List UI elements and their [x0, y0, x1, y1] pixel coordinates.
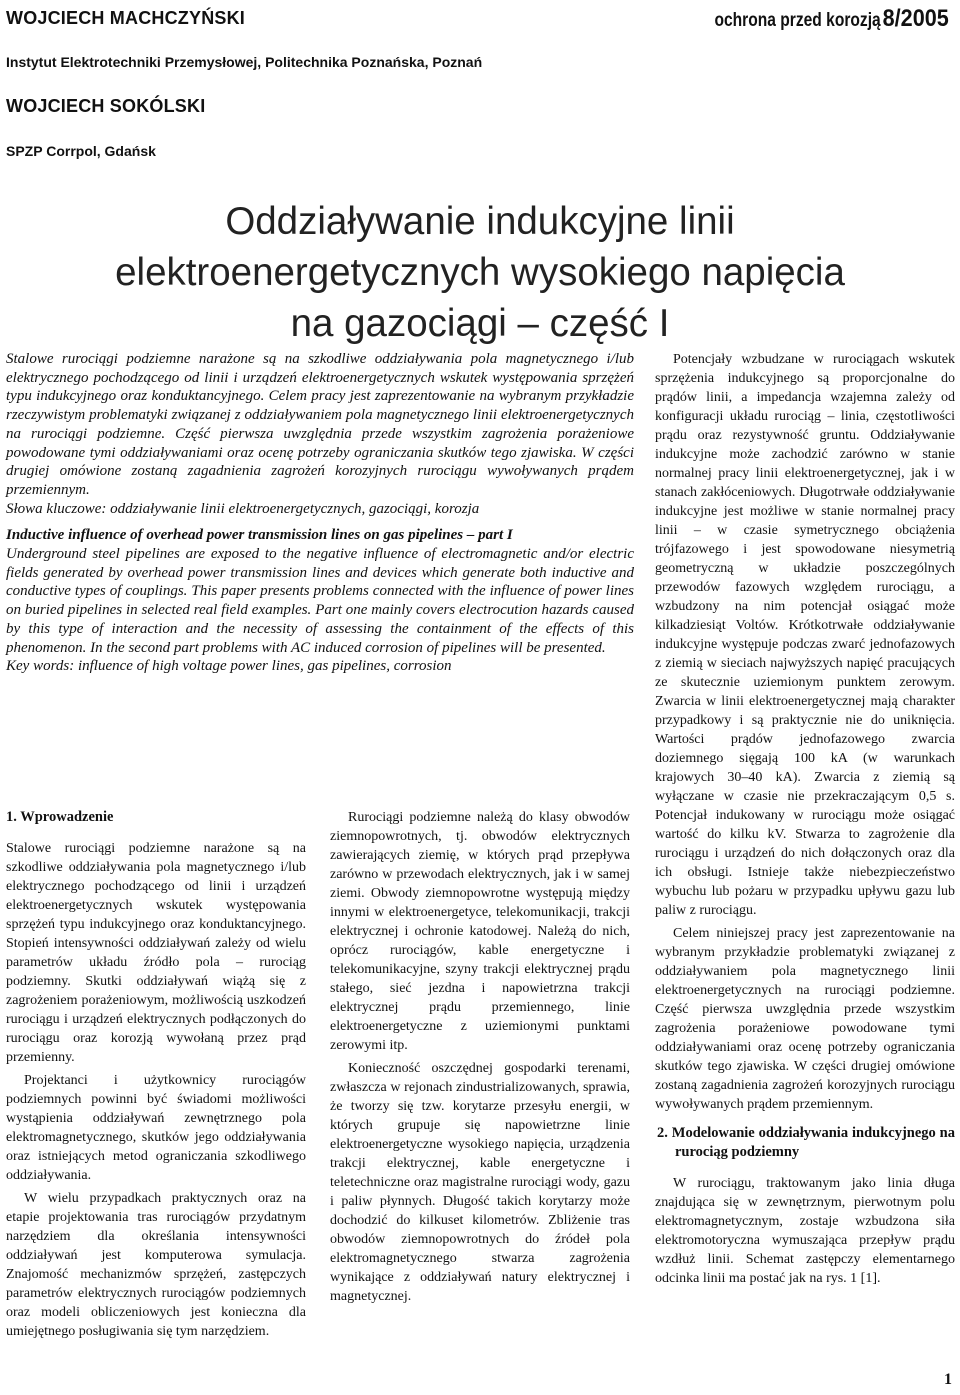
- keywords-pl: Słowa kluczowe: oddziaływanie linii elektroenergetycznych, gazociągi, korozja: [6, 500, 480, 517]
- page-number: 1: [944, 1371, 952, 1388]
- title-line-2: elektroenergetycznych wysokiego napięcia: [115, 251, 845, 294]
- title-line-3: na gazociągi – część I: [290, 302, 670, 345]
- section-2-heading: 2. Modelowanie oddziaływania indukcyjnego na rurociąg podziemny: [657, 1125, 955, 1160]
- column-2: [330, 808, 630, 1306]
- journal-name: ochrona przed korozją: [714, 10, 881, 31]
- col3-paragraph-1: Potencjały wzbudzane w rurociągach wskutek sprzężenia indukcyjnego są proporcjonalne do prądów linii, a impedancja wzajemna zależy od konfiguracji układu rurociąg – linia, częstotliwości prądu oraz rezystywność gruntu. Oddziaływanie indukcyjne może zachodzić zarówno w stanie normalnej pracy linii elektroenergetycznej, jak i w stanach zakłóceniowych. Długotrwałe oddziaływanie indukcyjne jest możliwe w stanie normalnej pracy linii – w czasie symetrycznego obciążenia trójfazowego i jest spowodowane niesymetrią geometryczną w układzie poszczególnych przewodów fazowych względem rurociągu, a wzbudzony na nim potencjał osiągać może kilkadziesiąt Voltów. Krótkotrwałe oddziaływanie indukcyjne występuje podczas zwarć jednofazowych z ziemią w sieciach najwyższych napięć pracujących ze skutecznie uziemionym punktem zerowym. Zwarcia w linii elektroenergetycznej mają charakter przypadkowy i są praktycznie nie do uniknięcia. Wartości prądów jednofazowego zwarcia doziemnego sięgają 100 kA (w warunkach krajowych 30–40 kA). Zwarcia z ziemią są wyłączane w czasie nie przekraczającym 0,5 s. Potencjał indukowany w rurociągu może osiągać wartość do kilku kV. Stwarza to zagrożenie dla rurociągu i urządzeń do nich dołączonych oraz dla ich obsługi. Istnieje także niebezpieczeństwo wybuchu lub pożaru w przypadku upływu gazu lub paliw z rurociągu.: [655, 352, 955, 918]
- affiliation-1: Instytut Elektrotechniki Przemysłowej, Politechnika Poznańska, Poznań: [6, 54, 483, 70]
- article-title: [40, 196, 920, 349]
- section-1-heading: 1. Wprowadzenie: [6, 809, 114, 825]
- title-line-1: Oddziaływanie indukcyjne linii: [225, 200, 735, 243]
- col3-paragraph-2: Celem niniejszej pracy jest zaprezentowanie na wybranym przykładzie problematyki związanej z oddziaływaniem pola magnetycznego linii elektroenergetycznych na rurociągi podziemne. Część pierwsza uwzględnia przede wszystkim zagrożenia porażeniowe powodowane tymi oddziaływaniami oraz ocenę potrzeby ograniczania skutków tego zjawiska. W części drugiej omówione zostaną zagadnienia zagrożeń korozyjnych rurociągu wywoływanych prądem przemiennym.: [655, 926, 955, 1112]
- keywords-en: Key words: influence of high voltage power lines, gas pipelines, corrosion: [6, 658, 452, 675]
- col1-paragraph-3: W wielu przypadkach praktycznych oraz na etapie projektowania tras rurociągów przydatnym narzędziem dla określania intensywności oddziaływań jest komputerowa symulacja. Znajomość mechanizmów sprzężeń, zastępczych parametrów elektrycznych rurociągów podziemnych oraz modeli obliczeniowych jest konieczna dla umiejętnego posługiwania się tym narzędziem.: [6, 1191, 306, 1339]
- col1-paragraph-1: Stalowe rurociągi podziemne narażone są na szkodliwe oddziaływania pola magnetycznego i/lub elektrycznego pochodzącego od linii i urządzeń elektroenergetycznych wskutek występowania sprzężeń typu indukcyjnego oraz konduktancyjnego. Stopień intensywności oddziaływań zależy od wielu parametrów układu źródło pola – rurociąg podziemny. Skutki oddziaływań wiążą się z zagrożeniem porażeniowym, możliwością uszkodzeń rurociągu i urządzeń elektrycznych podłączonych do rurociągu oraz korozją wywołaną przez prąd przemienny.: [6, 841, 306, 1065]
- col3-paragraph-3: W rurociągu, traktowanym jako linia długa znajdująca się w zewnętrznym, pierwotnym polu elektromagnetycznym, zostaje wzbudzona siła elektromotoryczna wymuszająca przepływ prądu wzdłuż linii. Schemat zastępczy elementarnego odcinka linii ma postać jak na rys. 1 [1].: [655, 1176, 955, 1286]
- author-2: WOJCIECH SOKÓLSKI: [6, 96, 206, 116]
- abstract-en: Underground steel pipelines are exposed to the negative influence of electromagnetic and/or electric fields generated by overhead power transmission lines and devices which generate both inductive and conductive types of couplings. This paper presents problems connected with the influence of power lines on buried pipelines in selected real field examples. Part one mainly covers electrocution hazards caused by this type of interaction and the necessity of assessing the containment of the effects of this phenomenon. In the second part problems with AC induced corrosion of pipelines will be presented.: [6, 546, 634, 656]
- author-1: WOJCIECH MACHCZYŃSKI: [6, 8, 246, 28]
- column-1: [6, 808, 306, 1341]
- journal-header: [678, 5, 952, 33]
- col2-paragraph-1: Rurociągi podziemne należą do klasy obwodów ziemnopowrotnych, tj. obwodów elektrycznych zawierających ziemię, w których prąd przepływa zarówno w przewodach elektrycznych, jak i w samej ziemi. Obwody ziemnopowrotne występują między innymi w elektroenergetyce, telekomunikacji, trakcji elektrycznej i ochronie katodowej. Należą do nich, oprócz rurociągów, kable energetyczne i telekomunikacyjne, szyny trakcji elektrycznej prądu stałego, sieć jezdna i napowietrzna trakcji elektrycznej prądu przemiennego, linie elektroenergetyczne z uziemionymi punktami zerowymi itp.: [330, 810, 630, 1053]
- journal-issue: 8/2005: [882, 5, 949, 32]
- affiliation-2: SPZP Corrpol, Gdańsk: [6, 143, 156, 159]
- column-3: [655, 350, 955, 1288]
- abstract-en-title: Inductive influence of overhead power transmission lines on gas pipelines – part I: [6, 527, 513, 544]
- col2-paragraph-2: Konieczność oszczędnej gospodarki terenami, zwłaszcza w rejonach zindustrializowanych, sprawia, że tworzy się tzw. korytarze przesyłu energii, w których grupuje się napowietrzne linie elektroenergetyczne wysokiego napięcia, urządzenia trakcji elektrycznej, kable energetyczne i teletechniczne oraz magistralne rurociągi wody, gazu i paliw płynnych. Długość takich korytarzy może dochodzić do kilkuset kilometrów. Zbliżenie tras obwodów ziemnopowrotnych do źródeł pola elektromagnetycznego stwarza zagrożenia wynikające z oddziaływań natury elektrycznej i magnetycznej.: [330, 1061, 630, 1304]
- abstract-block: [6, 350, 634, 676]
- abstract-pl: Stalowe rurociągi podziemne narażone są na szkodliwe oddziaływania pola magnetycznego i/lub elektrycznego pochodzącego od linii i urządzeń elektroenergetycznych wskutek występowania sprzężeń typu indukcyjnego oraz konduktancyjnego. Celem pracy jest zaprezentowanie na wybranym przykładzie rzeczywistym problematyki związanej z oddziaływaniem pola magnetycznego linii elektroenergetycznych na rurociągi podziemne. Część pierwsza uwzględnia przede wszystkim zagrożenia porażeniowe powodowane tymi oddziaływaniami oraz ocenę potrzeby ograniczania skutków tego zjawiska. W części drugiej omówione zostaną zagadnienia zagrożeń korozyjnych rurociągu wywoływanych prądem przemiennym.: [6, 351, 634, 498]
- col1-paragraph-2: Projektanci i użytkownicy rurociągów podziemnych powinni być świadomi możliwości wystąpienia oddziaływań zewnętrznego pola elektromagnetycznego, skutków jego oddziaływania oraz istniejących metod ograniczania szkodliwego oddziaływania.: [6, 1073, 306, 1183]
